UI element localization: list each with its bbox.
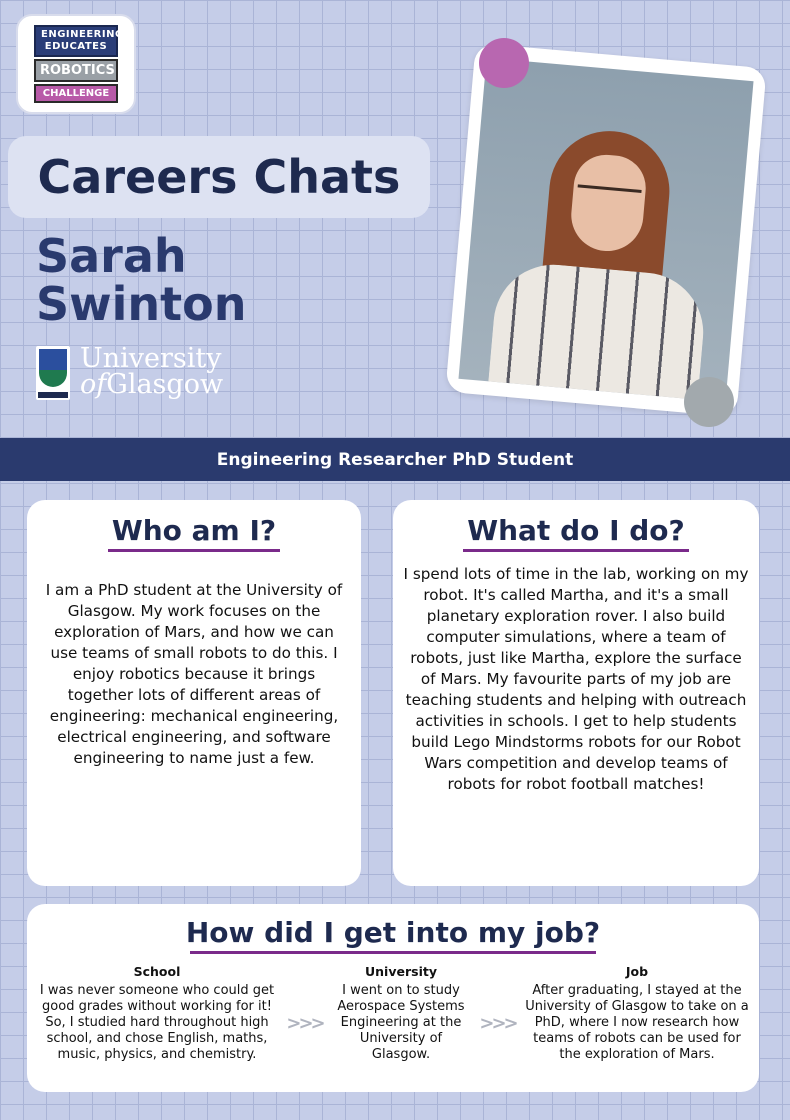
page-title: Careers Chats — [37, 150, 401, 204]
chevrons-right-icon: >>> — [479, 1013, 516, 1034]
portrait-frame — [445, 43, 766, 417]
first-name: Sarah — [36, 229, 187, 283]
how-heading: How did I get into my job? — [185, 916, 601, 949]
step-text: I was never someone who could get good grades without working for it! So, I studied hard throughout high school, and chose English, maths, music, physics, and chemistry. — [39, 983, 275, 1062]
university-logo — [36, 343, 224, 400]
university-glasgow: Glasgow — [106, 369, 224, 400]
logo-line-3: CHALLENGE — [34, 84, 118, 103]
decorative-grey-dot — [684, 377, 734, 427]
person-name — [36, 229, 247, 331]
how-underline — [190, 951, 596, 954]
chevrons-right-icon: >>> — [286, 1013, 323, 1034]
who-body: I am a PhD student at the University of Glasgow. My work focuses on the exploration of Mars, and how we can use teams of small robots to do this. I enjoy robotics because it brings together lots of different areas of engineering: mechanical engineering, electrical engineering, and software engineering to name just a few. — [45, 581, 343, 767]
logo-line-1: ENGINEERING EDUCATES — [34, 25, 118, 57]
who-am-i-card — [27, 500, 361, 886]
engineering-educates-logo — [16, 14, 136, 114]
career-path-card — [27, 904, 759, 1092]
step-school — [35, 964, 279, 1063]
university-word: University — [80, 343, 222, 374]
step-label: Job — [625, 964, 649, 979]
career-steps — [35, 964, 751, 1063]
step-text: After graduating, I stayed at the University of Glasgow to take on a PhD, where I now research how teams of robots can be used for the exploration of Mars. — [525, 983, 749, 1062]
role-title: Engineering Researcher PhD Student — [216, 449, 574, 470]
step-job — [523, 964, 751, 1063]
what-underline — [463, 549, 689, 552]
role-banner — [0, 438, 790, 481]
title-box — [8, 136, 430, 218]
what-body: I spend lots of time in the lab, working on my robot. It's called Martha, and it's a small planetary exploration rover. I also build computer simulations, where a team of robots, just like Martha, explore the surface of Mars. My favourite parts of my job are teaching students and helping with outreach activities in schools. I get to help students build Lego Mindstorms robots for our Robot Wars competition and develop teams of robots for robot football matches! — [403, 565, 749, 793]
step-university — [330, 964, 472, 1063]
university-place — [80, 369, 224, 400]
university-of: of — [80, 369, 107, 400]
decorative-purple-dot — [479, 38, 529, 88]
last-name: Swinton — [36, 277, 247, 331]
step-label: University — [365, 964, 437, 979]
who-heading: Who am I? — [111, 514, 277, 547]
university-wordmark — [80, 343, 224, 400]
what-heading: What do I do? — [467, 514, 685, 547]
step-label: School — [133, 964, 181, 979]
step-text: I went on to study Aerospace Systems Engineering at the University of Glasgow. — [337, 983, 465, 1062]
logo-line-2: ROBOTICS — [34, 59, 118, 82]
who-underline — [108, 549, 280, 552]
portrait-photo — [458, 58, 753, 402]
what-do-i-do-card — [393, 500, 759, 886]
university-crest-icon — [36, 346, 70, 400]
